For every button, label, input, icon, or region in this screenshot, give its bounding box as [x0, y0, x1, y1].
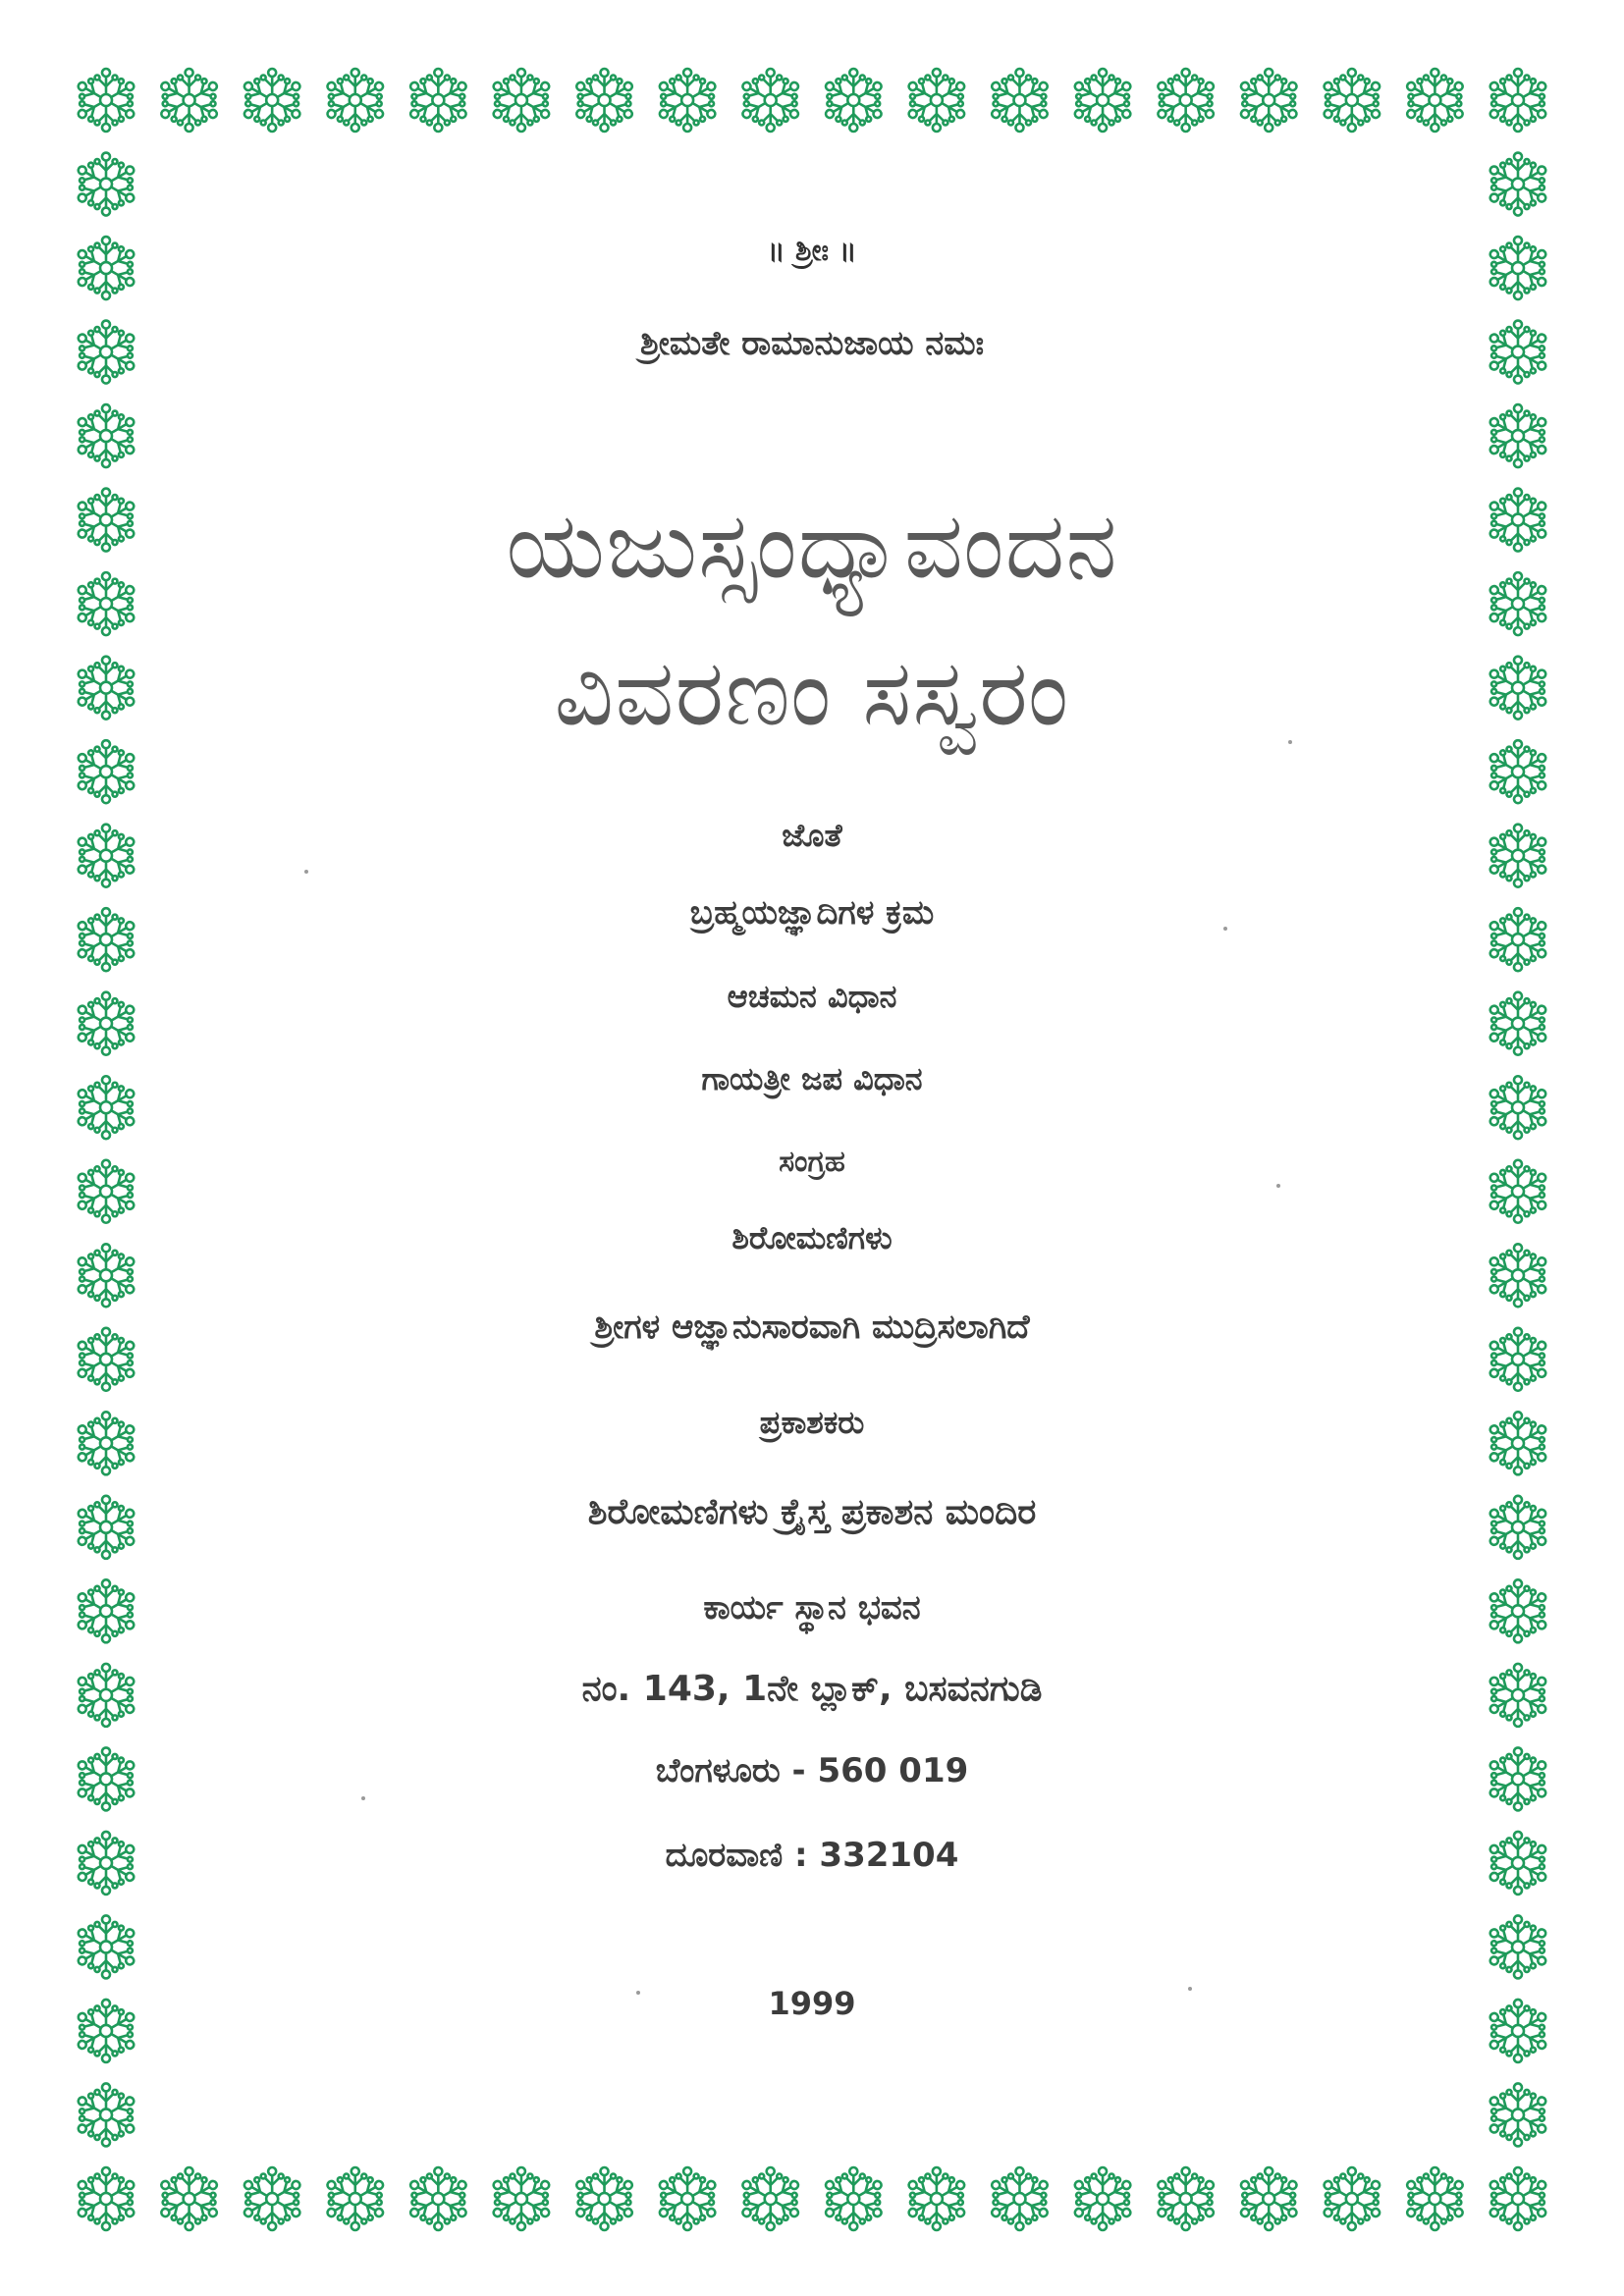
- snowflake-ornament-icon: [737, 2167, 803, 2230]
- snowflake-ornament-icon: [74, 1244, 139, 1307]
- book-title-line-1: ಯಜುಸ್ಸಂಧ್ಯಾವಂದನ: [506, 493, 1118, 600]
- snowflake-ornament-icon: [74, 1664, 139, 1727]
- snowflake-ornament-icon: [1486, 1747, 1551, 1810]
- snowflake-ornament-icon: [1236, 69, 1302, 132]
- snowflake-ornament-icon: [74, 1412, 139, 1474]
- snowflake-ornament-icon: [74, 825, 139, 887]
- snowflake-ornament-icon: [74, 1496, 139, 1559]
- snowflake-ornament-icon: [322, 69, 388, 132]
- snowflake-ornament-icon: [74, 740, 139, 803]
- address-phone: ದೂರವಾಣಿ : 332104: [665, 1836, 959, 1875]
- snowflake-ornament-icon: [74, 489, 139, 552]
- snowflake-ornament-icon: [156, 69, 222, 132]
- snowflake-ornament-icon: [74, 1579, 139, 1642]
- print-speck: [636, 1991, 640, 1995]
- snowflake-ornament-icon: [987, 2167, 1053, 2230]
- snowflake-ornament-icon: [1402, 2167, 1468, 2230]
- print-speck: [1276, 1184, 1280, 1188]
- snowflake-ornament-icon: [1486, 69, 1551, 132]
- snowflake-ornament-icon: [1486, 1076, 1551, 1139]
- snowflake-ornament-icon: [74, 2000, 139, 2062]
- snowflake-ornament-icon: [1486, 404, 1551, 467]
- snowflake-ornament-icon: [1486, 489, 1551, 552]
- print-speck: [361, 1796, 365, 1800]
- snowflake-ornament-icon: [1486, 1328, 1551, 1391]
- snowflake-ornament-icon: [1486, 2000, 1551, 2062]
- credit-line: ಬ್ರಹ್ಮಯಜ್ಞಾದಿಗಳ ಕ್ರಮ: [689, 893, 935, 933]
- snowflake-ornament-icon: [1486, 572, 1551, 635]
- snowflake-ornament-icon: [1319, 2167, 1384, 2230]
- address-line: ನಂ. 143, 1ನೇ ಬ್ಲಾಕ್, ಬಸವನಗುಡಿ: [581, 1669, 1043, 1709]
- snowflake-ornament-icon: [74, 572, 139, 635]
- snowflake-ornament-icon: [322, 2167, 388, 2230]
- snowflake-ornament-icon: [74, 2083, 139, 2146]
- print-speck: [1223, 927, 1227, 931]
- snowflake-ornament-icon: [1486, 657, 1551, 720]
- snowflake-ornament-icon: [1153, 69, 1218, 132]
- snowflake-ornament-icon: [1486, 825, 1551, 887]
- snowflake-ornament-icon: [1486, 1160, 1551, 1223]
- snowflake-ornament-icon: [571, 2167, 637, 2230]
- credit-line: ಜೊತೆ: [782, 817, 842, 854]
- snowflake-ornament-icon: [240, 2167, 305, 2230]
- snowflake-ornament-icon: [655, 69, 721, 132]
- snowflake-ornament-icon: [74, 992, 139, 1055]
- snowflake-ornament-icon: [1486, 1915, 1551, 1978]
- publisher-label: ಪ್ರಕಾಶಕರು: [759, 1404, 865, 1441]
- snowflake-ornament-icon: [74, 2167, 139, 2230]
- title-page: [196, 187, 1428, 2101]
- snowflake-ornament-icon: [1402, 69, 1468, 132]
- address-city: ಬೆಂಗಳೂರು - 560 019: [655, 1751, 969, 1790]
- snowflake-ornament-icon: [1486, 1244, 1551, 1307]
- snowflake-ornament-icon: [74, 657, 139, 720]
- publication-year: 1999: [768, 1985, 856, 2022]
- print-speck: [1288, 740, 1292, 744]
- credit-line: ಗಾಯತ್ರೀ ಜಪ ವಿಧಾನ: [701, 1060, 923, 1097]
- snowflake-ornament-icon: [1486, 1664, 1551, 1727]
- snowflake-ornament-icon: [1486, 153, 1551, 216]
- address-line: ಕಾರ್ಯ ಸ್ಥಾನ ಭವನ: [703, 1588, 921, 1628]
- snowflake-ornament-icon: [240, 69, 305, 132]
- snowflake-ornament-icon: [1486, 1832, 1551, 1895]
- snowflake-ornament-icon: [1070, 69, 1136, 132]
- snowflake-ornament-icon: [1486, 1496, 1551, 1559]
- snowflake-ornament-icon: [74, 908, 139, 971]
- snowflake-ornament-icon: [1486, 237, 1551, 299]
- snowflake-ornament-icon: [74, 1328, 139, 1391]
- credit-line: ಸಂಗ್ರಹ: [779, 1145, 845, 1179]
- snowflake-ornament-icon: [74, 1915, 139, 1978]
- snowflake-ornament-icon: [1486, 1412, 1551, 1474]
- snowflake-ornament-icon: [737, 69, 803, 132]
- snowflake-ornament-icon: [406, 2167, 471, 2230]
- publisher-name: ಶಿರೋಮಣಿಗಳು ಕ್ರೈಸ್ತ ಪ್ರಕಾಶನ ಮಂದಿರ: [587, 1492, 1037, 1532]
- snowflake-ornament-icon: [156, 2167, 222, 2230]
- snowflake-ornament-icon: [655, 2167, 721, 2230]
- snowflake-ornament-icon: [74, 404, 139, 467]
- snowflake-ornament-icon: [74, 1747, 139, 1810]
- snowflake-ornament-icon: [1070, 2167, 1136, 2230]
- snowflake-ornament-icon: [74, 1076, 139, 1139]
- snowflake-ornament-icon: [821, 2167, 887, 2230]
- credit-line: ಆಚಮನ ವಿಧಾನ: [727, 978, 897, 1015]
- snowflake-ornament-icon: [74, 321, 139, 384]
- snowflake-ornament-icon: [1486, 321, 1551, 384]
- snowflake-ornament-icon: [1319, 69, 1384, 132]
- snowflake-ornament-icon: [1153, 2167, 1218, 2230]
- snowflake-ornament-icon: [1486, 740, 1551, 803]
- credit-line: ಶಿರೋಮಣಿಗಳು: [731, 1219, 893, 1256]
- snowflake-ornament-icon: [1486, 908, 1551, 971]
- dedication-text: ಶ್ರೀಮತೇ ರಾಮಾನುಜಾಯ ನಮಃ: [639, 324, 985, 363]
- snowflake-ornament-icon: [903, 2167, 969, 2230]
- snowflake-ornament-icon: [821, 69, 887, 132]
- snowflake-ornament-icon: [74, 237, 139, 299]
- snowflake-ornament-icon: [1236, 2167, 1302, 2230]
- snowflake-ornament-icon: [987, 69, 1053, 132]
- snowflake-ornament-icon: [1486, 992, 1551, 1055]
- snowflake-ornament-icon: [1486, 1579, 1551, 1642]
- snowflake-ornament-icon: [74, 153, 139, 216]
- snowflake-ornament-icon: [1486, 2167, 1551, 2230]
- print-speck: [304, 870, 308, 874]
- credit-line: ಶ್ರೀಗಳ ಆಜ್ಞಾನುಸಾರವಾಗಿ ಮುದ್ರಿಸಲಾಗಿದೆ: [594, 1308, 1030, 1347]
- snowflake-ornament-icon: [74, 1160, 139, 1223]
- snowflake-ornament-icon: [74, 1832, 139, 1895]
- snowflake-ornament-icon: [903, 69, 969, 132]
- print-speck: [1188, 1987, 1192, 1991]
- snowflake-ornament-icon: [1486, 2083, 1551, 2146]
- snowflake-ornament-icon: [488, 2167, 554, 2230]
- snowflake-ornament-icon: [571, 69, 637, 132]
- snowflake-ornament-icon: [488, 69, 554, 132]
- invocation-text: ॥ ಶ್ರೀಃ ॥: [767, 234, 857, 268]
- snowflake-ornament-icon: [406, 69, 471, 132]
- book-title-line-2: ವಿವರಣಂ ಸಸ್ವರಂ: [554, 640, 1070, 747]
- snowflake-ornament-icon: [74, 69, 139, 132]
